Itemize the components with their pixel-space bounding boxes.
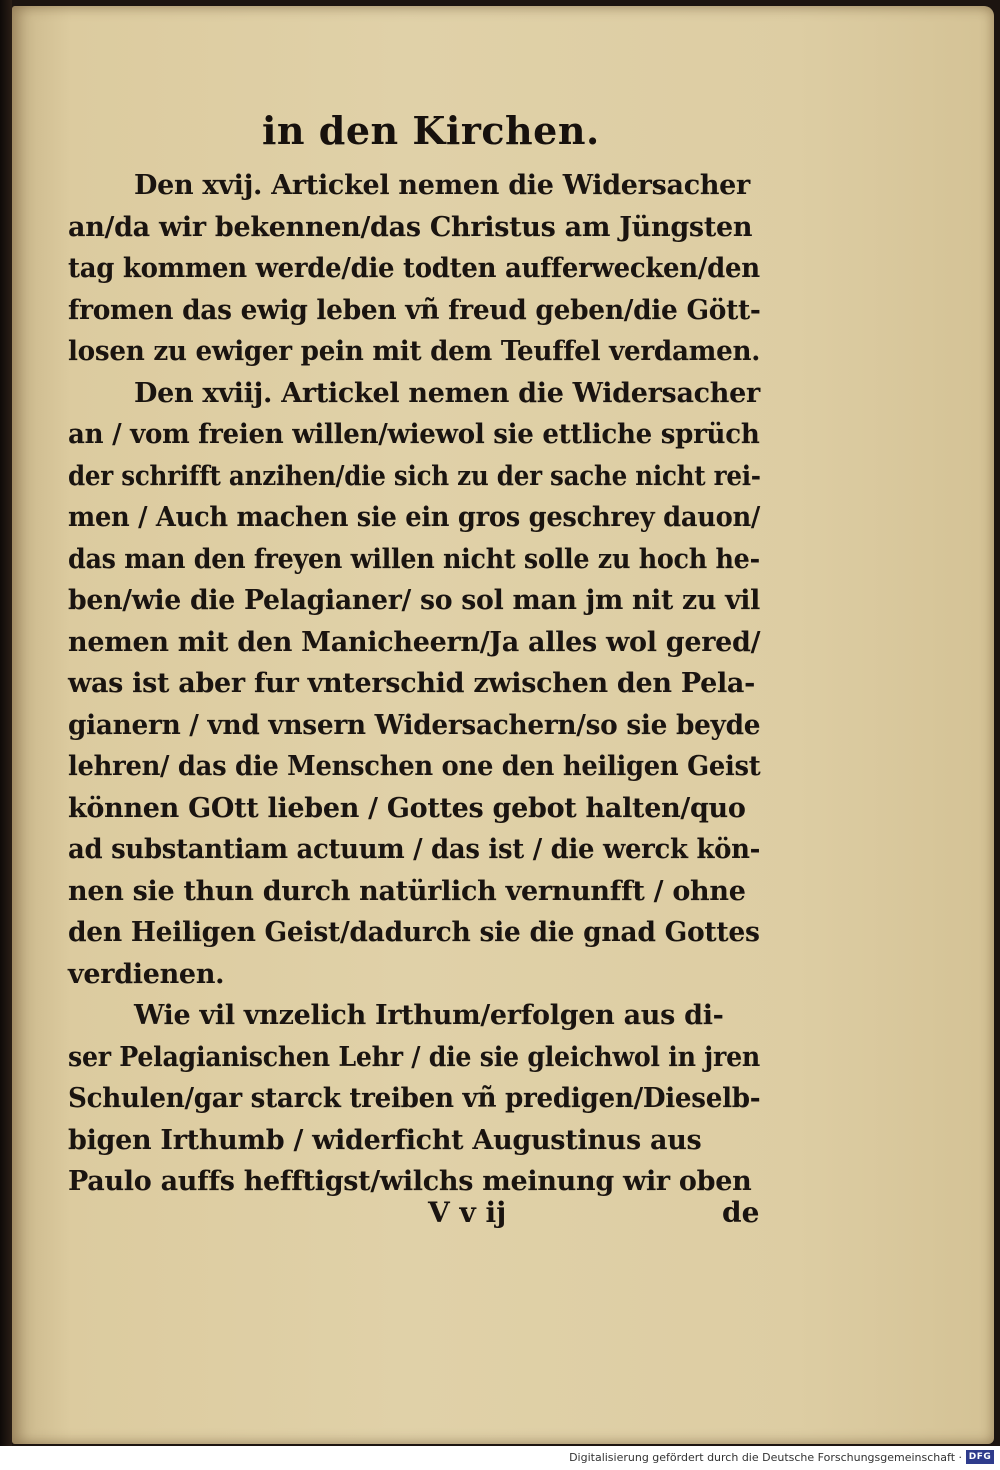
text-line: fromen das ewig leben vñ freud geben/die Gött- <box>68 294 761 326</box>
text-line: men / Auch machen sie ein gros geschrey dauon/ <box>68 502 761 533</box>
text-line: ad substantiam actuum / das ist / die werck kön- <box>68 834 761 865</box>
funding-notice: Digitalisierung gefördert durch die Deutsche Forschungsgemeinschaft · <box>569 1451 962 1464</box>
text-line: Wie vil vnzelich Irthum/erfolgen aus di- <box>134 1000 724 1031</box>
text-line: der schrifft anzihen/die sich zu der sache nicht rei- <box>68 460 761 492</box>
footer-bar <box>0 1446 1000 1470</box>
catchword: de <box>722 1196 760 1229</box>
text-line: an/da wir bekennen/das Christus am Jüngsten <box>68 211 753 243</box>
text-line: losen zu ewiger pein mit dem Teuffel verdamen. <box>68 336 761 367</box>
text-line: das man den freyen willen nicht solle zu hoch he- <box>68 543 760 575</box>
dfg-logo: DFG <box>966 1450 994 1464</box>
running-head: in den Kirchen. <box>262 108 600 153</box>
text-line: Den xvij. Artickel nemen die Widersacher <box>134 170 750 201</box>
text-line: Paulo auffs hefftigst/wilchs meinung wir oben <box>68 1166 752 1197</box>
text-line: Den xviij. Artickel nemen die Widersacher <box>134 377 760 409</box>
text-line: können GOtt lieben / Gottes gebot halten/quo <box>68 792 746 824</box>
text-line: lehren/ das die Menschen one den heiligen Geist <box>68 751 761 782</box>
text-line: nemen mit den Manicheern/Ja alles wol gered/ <box>68 626 761 658</box>
text-line: bigen Irthumb / widerficht Augustinus aus <box>68 1124 702 1156</box>
text-line: verdienen. <box>68 958 225 990</box>
text-line: den Heiligen Geist/dadurch sie die gnad Gottes <box>68 917 760 948</box>
text-line: gianern / vnd vnsern Widersachern/so sie beyde <box>68 709 761 741</box>
book-spine-edge <box>0 0 12 1446</box>
text-line: ser Pelagianischen Lehr / die sie gleichwol in jren <box>68 1041 760 1073</box>
signature-mark: V v ij <box>428 1196 507 1229</box>
text-line: was ist aber fur vnterschid zwischen den Pela- <box>68 668 756 699</box>
text-line: ben/wie die Pelagianer/ so sol man jm nit zu vil <box>68 585 761 616</box>
text-line: tag kommen werde/die todten aufferwecken/den <box>68 253 760 284</box>
text-line: an / vom freien willen/wiewol sie ettliche sprüch <box>68 419 760 450</box>
text-line: Schulen/gar starck treiben vñ predigen/Dieselb- <box>68 1083 761 1114</box>
text-line: nen sie thun durch natürlich vernunfft / ohne <box>68 875 746 907</box>
